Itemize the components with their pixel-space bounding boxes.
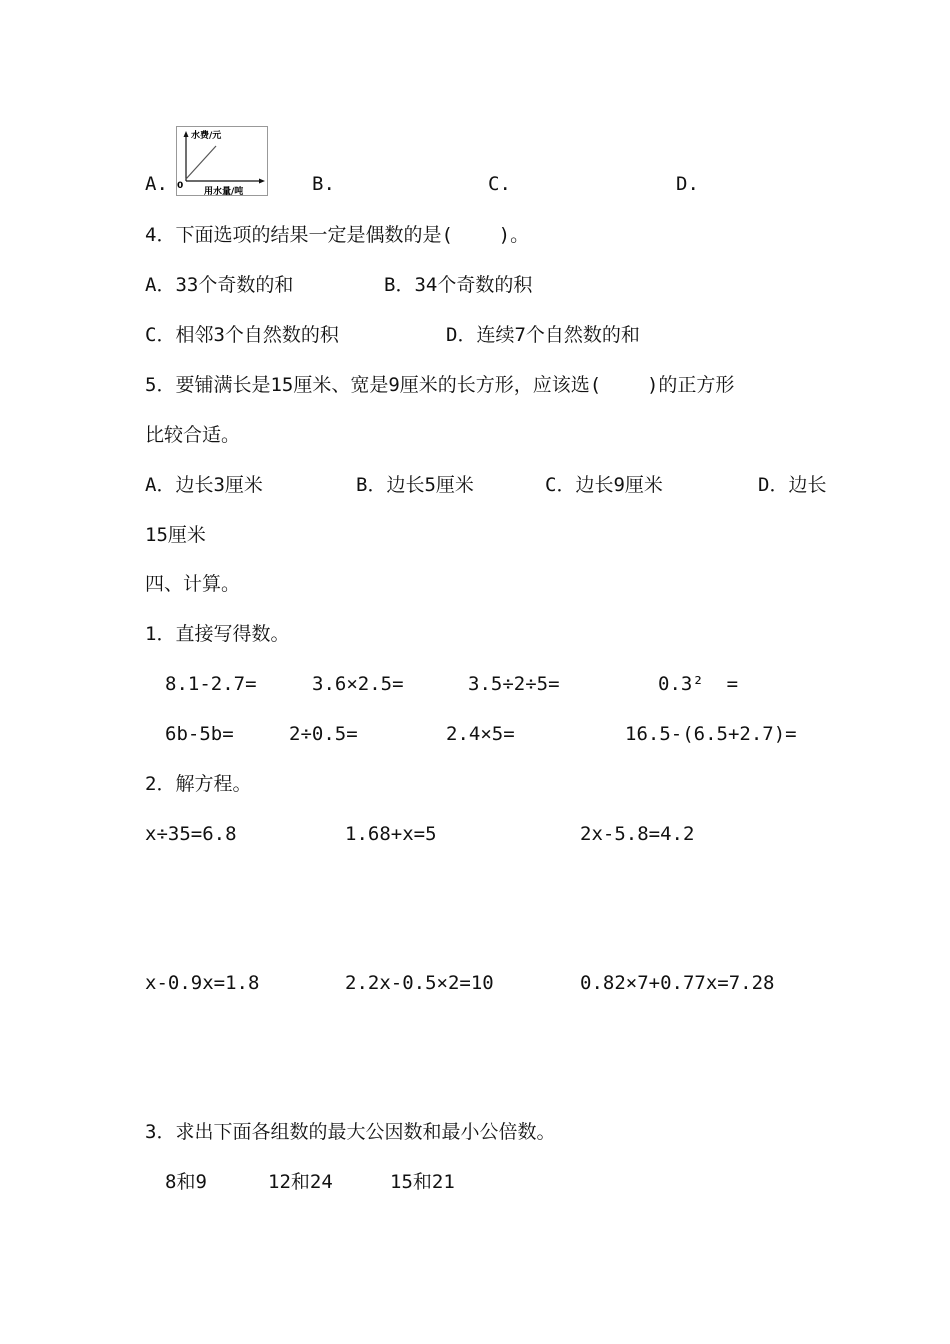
q5-option-d-continued: 15厘米 bbox=[145, 524, 206, 546]
number-pair-item: 8和9 bbox=[165, 1171, 207, 1193]
q3-option-b-label: B. bbox=[312, 173, 335, 195]
oral-calc-item: 0.3² = bbox=[658, 673, 739, 695]
q3-option-c-label: C. bbox=[488, 173, 511, 195]
water-cost-graph-svg bbox=[176, 126, 268, 196]
q3-option-a-label: A. bbox=[145, 173, 168, 195]
oral-calc-item: 3.5÷2÷5= bbox=[468, 673, 560, 695]
graph-y-arrow-icon bbox=[184, 131, 189, 137]
equation-item: 2.2x-0.5×2=10 bbox=[345, 972, 494, 994]
oral-calc-item: 16.5-(6.5+2.7)= bbox=[625, 723, 797, 745]
part2-title: 2．解方程。 bbox=[145, 773, 252, 795]
q5-question-line2: 比较合适。 bbox=[145, 424, 241, 446]
q3-option-d-label: D. bbox=[676, 173, 699, 195]
equation-item: 1.68+x=5 bbox=[345, 823, 437, 845]
graph-origin-label: 0 bbox=[177, 181, 184, 191]
oral-calc-item: 2.4×5= bbox=[446, 723, 515, 745]
oral-calc-item: 6b-5b= bbox=[165, 723, 234, 745]
q4-option-a: A．33个奇数的和 bbox=[145, 274, 294, 296]
graph-x-arrow-icon bbox=[259, 179, 265, 184]
section-title: 四、计算。 bbox=[145, 573, 241, 595]
number-pair-item: 15和21 bbox=[390, 1171, 455, 1193]
q5-option-a: A．边长3厘米 bbox=[145, 474, 263, 496]
water-cost-graph bbox=[176, 126, 268, 196]
graph-x-label: 用水量/吨 bbox=[204, 187, 244, 196]
graph-y-label: 水费/元 bbox=[191, 131, 222, 141]
number-pair-item: 12和24 bbox=[268, 1171, 333, 1193]
part1-title: 1．直接写得数。 bbox=[145, 623, 290, 645]
equation-item: 0.82×7+0.77x=7.28 bbox=[580, 972, 775, 994]
q4-option-c: C．相邻3个自然数的积 bbox=[145, 324, 339, 346]
oral-calc-item: 3.6×2.5= bbox=[312, 673, 404, 695]
part3-title: 3．求出下面各组数的最大公因数和最小公倍数。 bbox=[145, 1121, 556, 1143]
q5-question-line1: 5．要铺满长是15厘米、宽是9厘米的长方形，应该选( )的正方形 bbox=[145, 374, 735, 396]
q4-question: 4．下面选项的结果一定是偶数的是( )。 bbox=[145, 224, 530, 246]
q4-option-b: B．34个奇数的积 bbox=[384, 274, 533, 296]
q5-option-b: B．边长5厘米 bbox=[356, 474, 474, 496]
q5-option-c: C．边长9厘米 bbox=[545, 474, 663, 496]
equation-item: 2x-5.8=4.2 bbox=[580, 823, 695, 845]
oral-calc-item: 2÷0.5= bbox=[289, 723, 358, 745]
graph-line bbox=[186, 146, 216, 179]
equation-item: x÷35=6.8 bbox=[145, 823, 237, 845]
oral-calc-item: 8.1-2.7= bbox=[165, 673, 257, 695]
q5-option-d: D．边长 bbox=[758, 474, 827, 496]
q4-option-d: D．连续7个自然数的和 bbox=[446, 324, 640, 346]
equation-item: x-0.9x=1.8 bbox=[145, 972, 260, 994]
